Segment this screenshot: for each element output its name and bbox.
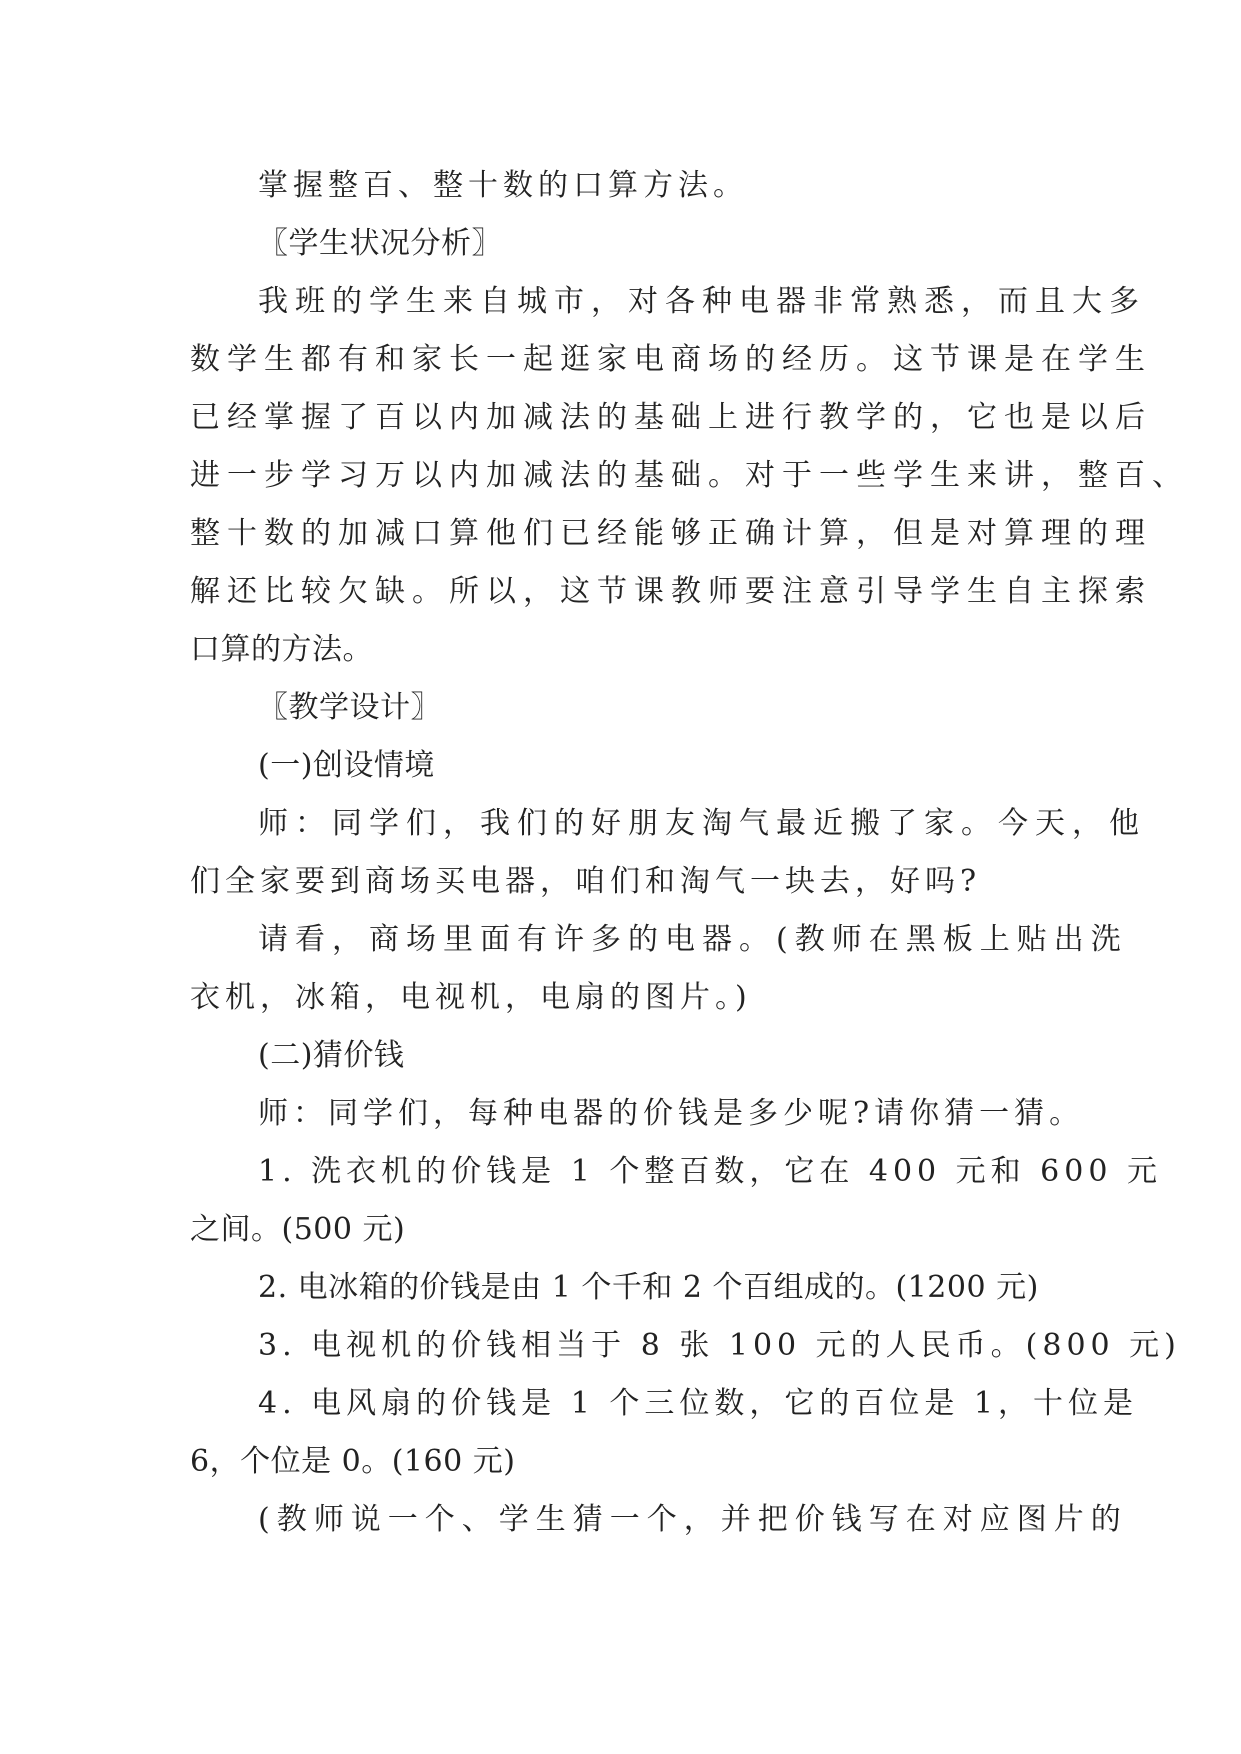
paragraph-line: 我班的学生来自城市，对各种电器非常熟悉，而且大多 <box>258 284 1146 319</box>
section-heading: 〖学生状况分析〗 <box>258 226 502 261</box>
paragraph-line: 掌握整百、整十数的口算方法。 <box>258 168 748 203</box>
paragraph-line: 数学生都有和家长一起逛家电商场的经历。这节课是在学生 <box>190 342 1152 377</box>
list-item-continuation: 之间。(500 元) <box>190 1212 406 1247</box>
paragraph-line: 整十数的加减口算他们已经能够正确计算，但是对算理的理 <box>190 516 1152 551</box>
list-item-continuation: 6，个位是 0。(160 元) <box>190 1444 516 1479</box>
list-item: 1. 洗衣机的价钱是 1 个整百数，它在 400 元和 600 元 <box>258 1154 1162 1189</box>
paragraph-line: 口算的方法。 <box>190 632 373 667</box>
list-item: 2. 电冰箱的价钱是由 1 个千和 2 个百组成的。(1200 元) <box>258 1270 1039 1305</box>
paragraph-line: 解还比较欠缺。所以，这节课教师要注意引导学生自主探索 <box>190 574 1152 609</box>
list-item: 3. 电视机的价钱相当于 8 张 100 元的人民币。(800 元) <box>258 1328 1181 1363</box>
paragraph-line: 进一步学习万以内加减法的基础。对于一些学生来讲，整百、 <box>190 458 1189 493</box>
section-heading: 〖教学设计〗 <box>258 690 441 725</box>
list-item: 4. 电风扇的价钱是 1 个三位数，它的百位是 1，十位是 <box>258 1386 1138 1421</box>
paragraph-line: 师：同学们，我们的好朋友淘气最近搬了家。今天，他 <box>258 806 1146 841</box>
paragraph-line: 请看，商场里面有许多的电器。(教师在黑板上贴出洗 <box>258 922 1128 957</box>
paragraph-line: 已经掌握了百以内加减法的基础上进行教学的，它也是以后 <box>190 400 1152 435</box>
paragraph-line: 衣机，冰箱，电视机，电扇的图片。) <box>190 980 752 1015</box>
subsection-heading: (二)猜价钱 <box>258 1038 405 1073</box>
subsection-heading: (一)创设情境 <box>258 748 435 783</box>
paragraph-line: 师：同学们，每种电器的价钱是多少呢?请你猜一猜。 <box>258 1096 1085 1131</box>
paragraph-line: (教师说一个、学生猜一个，并把价钱写在对应图片的 <box>258 1502 1128 1537</box>
paragraph-line: 们全家要到商场买电器，咱们和淘气一块去，好吗? <box>190 864 982 899</box>
